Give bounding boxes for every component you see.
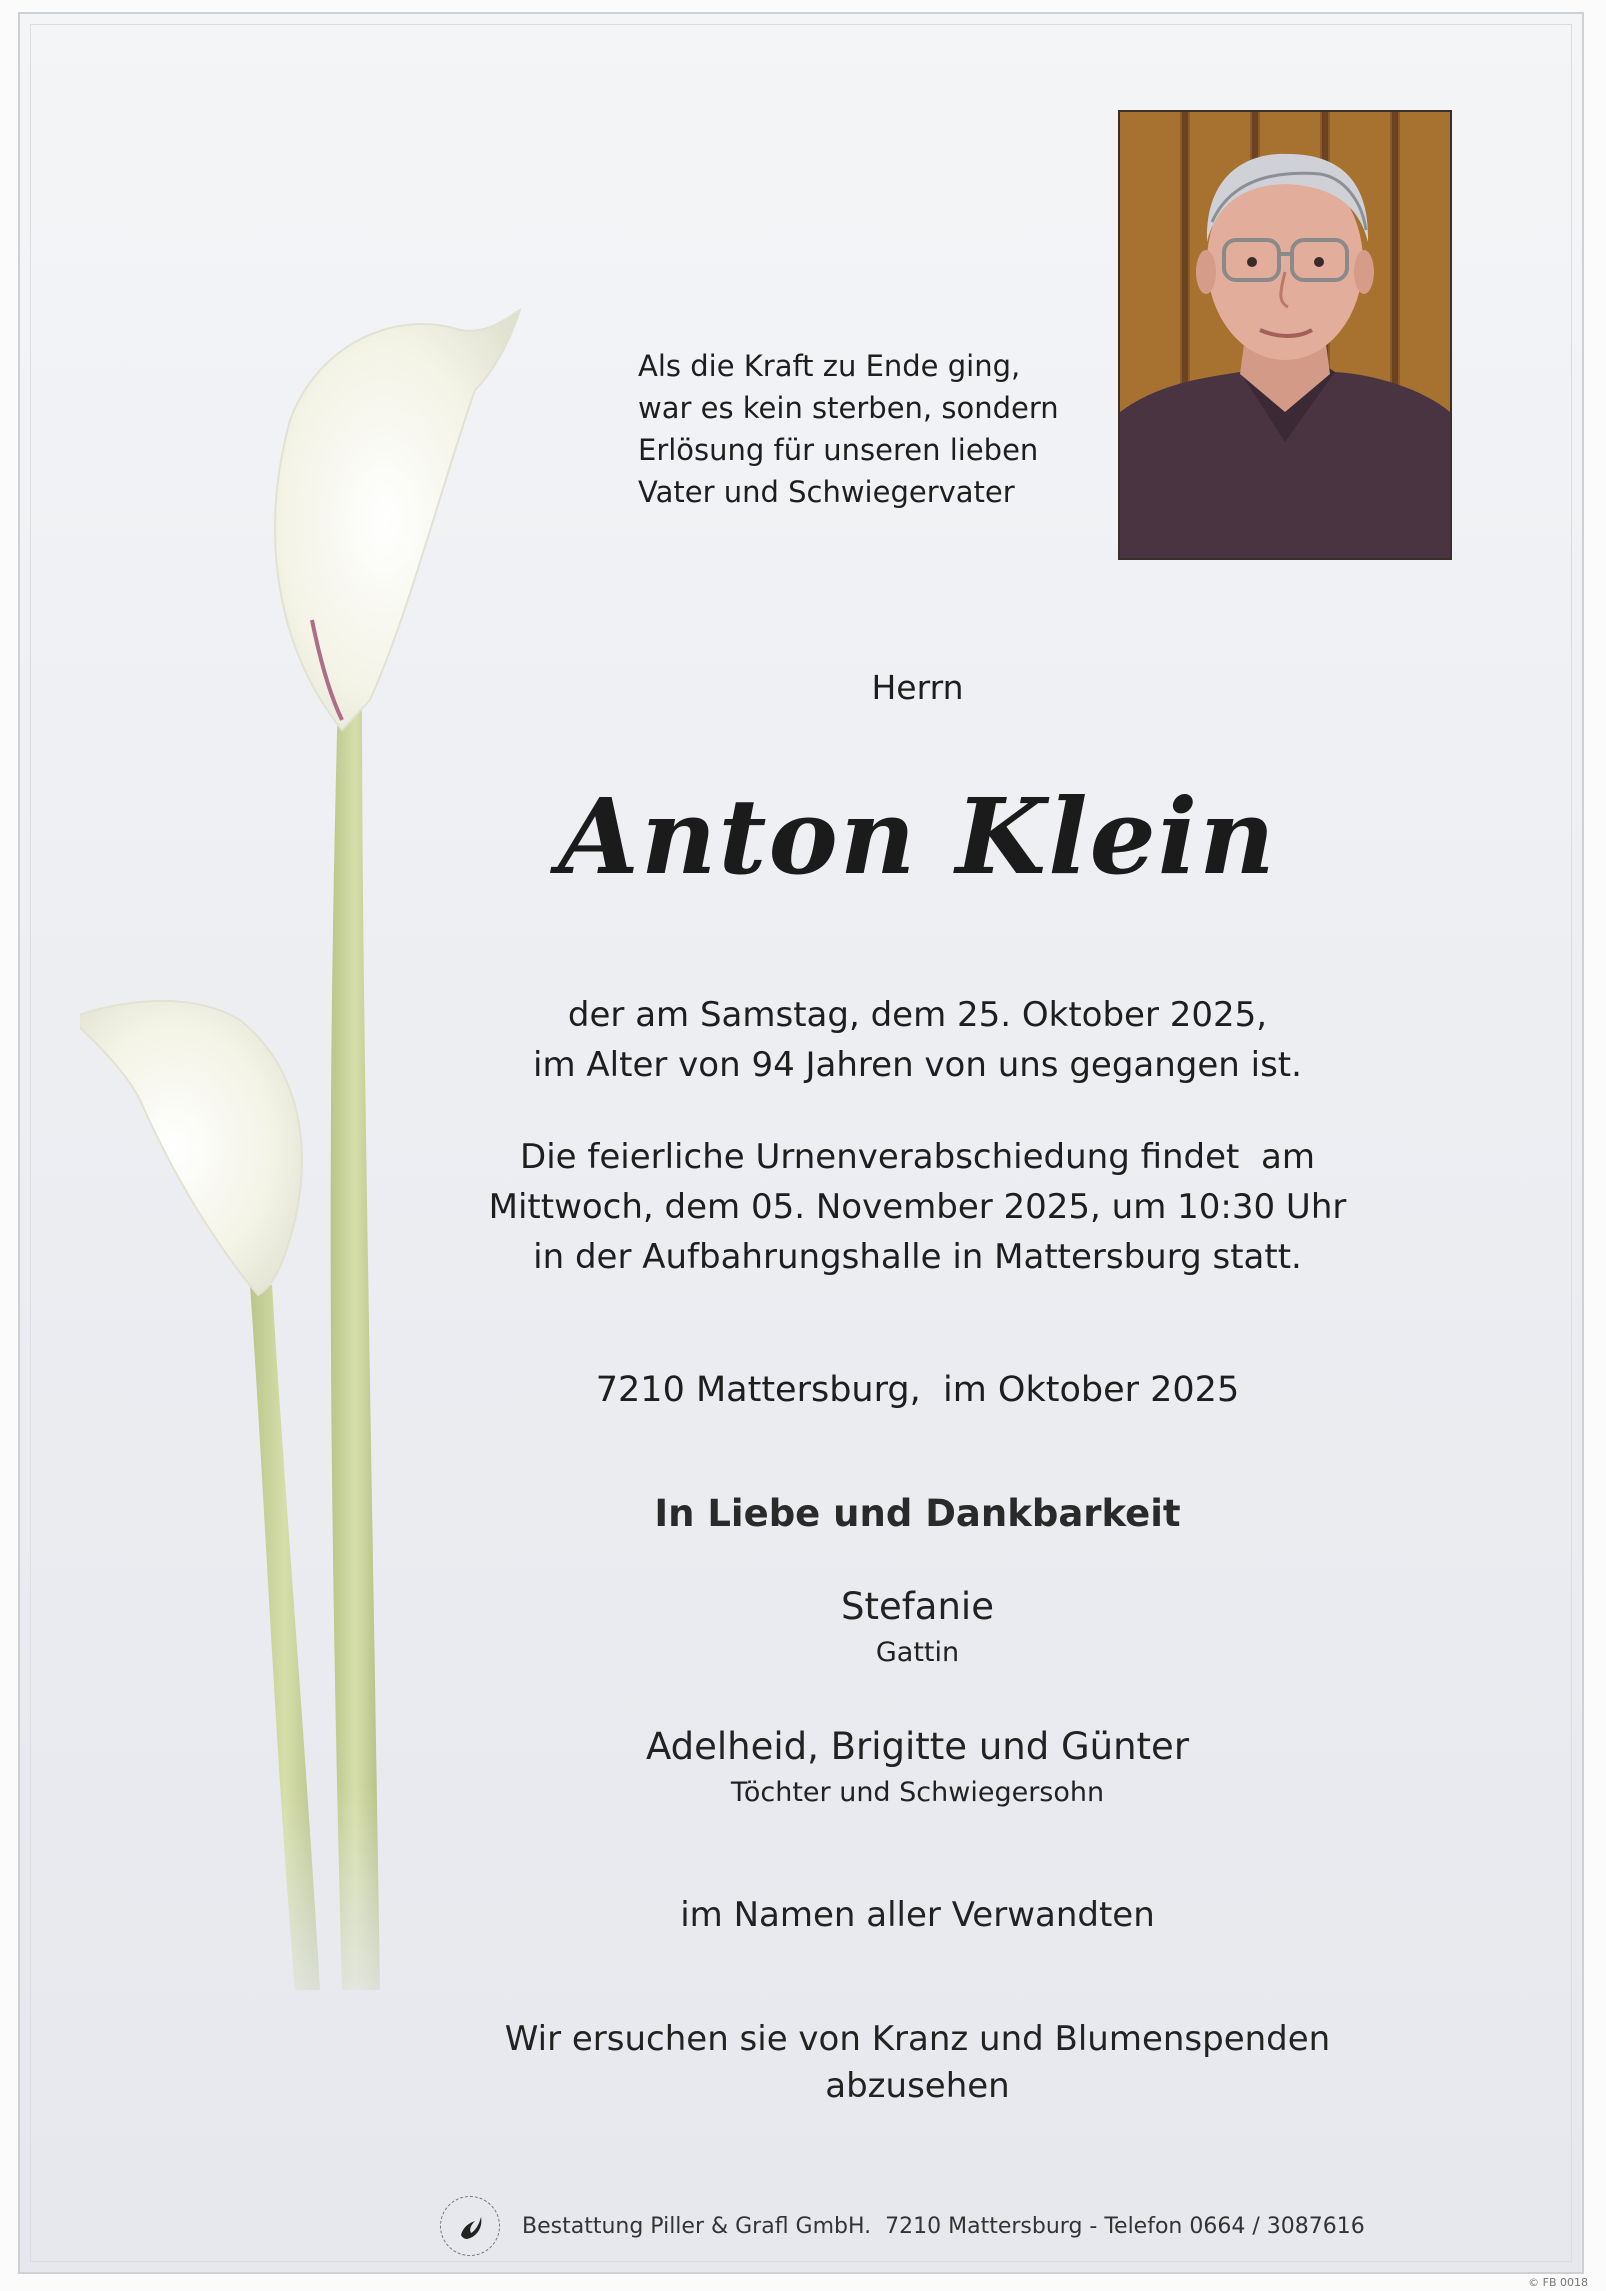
request-line: Wir ersuchen sie von Kranz und Blumenspenden: [504, 2019, 1331, 2059]
relatives-note: im Namen aller Verwandten: [680, 1895, 1155, 1935]
deceased-name: Anton Klein: [558, 775, 1277, 898]
mourner-relation: Töchter und Schwiegersohn: [730, 1777, 1105, 1808]
quote-line: Vater und Schwiegervater: [638, 475, 1015, 509]
mourner-names: Adelheid, Brigitte und Günter: [645, 1725, 1190, 1768]
quote-line: Erlösung für unseren lieben: [638, 433, 1039, 467]
ceremony-line: Die feierliche Urnenverabschiedung findet am: [520, 1137, 1315, 1177]
honorific: Herrn: [871, 668, 964, 707]
funeral-home-footer: [440, 2196, 1365, 2256]
quote-line: Als die Kraft zu Ende ging,: [638, 349, 1021, 383]
mourner-relation: Gattin: [875, 1637, 960, 1668]
mourner-names: Stefanie: [841, 1585, 994, 1628]
memorial-quote: [638, 345, 1098, 513]
short-lily-flower: [80, 1001, 302, 1295]
quote-line: war es kein sterben, sondern: [638, 391, 1059, 425]
ceremony-line: in der Aufbahrungshalle in Mattersburg statt.: [533, 1237, 1302, 1277]
portrait-photo: [1118, 110, 1452, 560]
corner-code: © FB 0018: [1528, 2276, 1588, 2289]
death-notice: [400, 990, 1435, 1090]
flower-request: [400, 2016, 1435, 2110]
ceremony-line: Mittwoch, dem 05. November 2025, um 10:30 Uhr: [488, 1187, 1347, 1227]
funeral-home-info: Bestattung Piller & Grafl GmbH. 7210 Mattersburg - Telefon 0664 / 3087616: [522, 2213, 1365, 2239]
request-line: abzusehen: [825, 2066, 1010, 2106]
tall-lily-flower: [275, 310, 520, 730]
death-notice-line: der am Samstag, dem 25. Oktober 2025,: [567, 995, 1268, 1035]
dove-icon: [440, 2196, 500, 2256]
death-notice-line: im Alter von 94 Jahren von uns gegangen ist.: [533, 1045, 1302, 1085]
place-date: 7210 Mattersburg, im Oktober 2025: [595, 1370, 1240, 1410]
ceremony-info: [400, 1132, 1435, 1282]
closing-phrase: In Liebe und Dankbarkeit: [654, 1492, 1181, 1535]
